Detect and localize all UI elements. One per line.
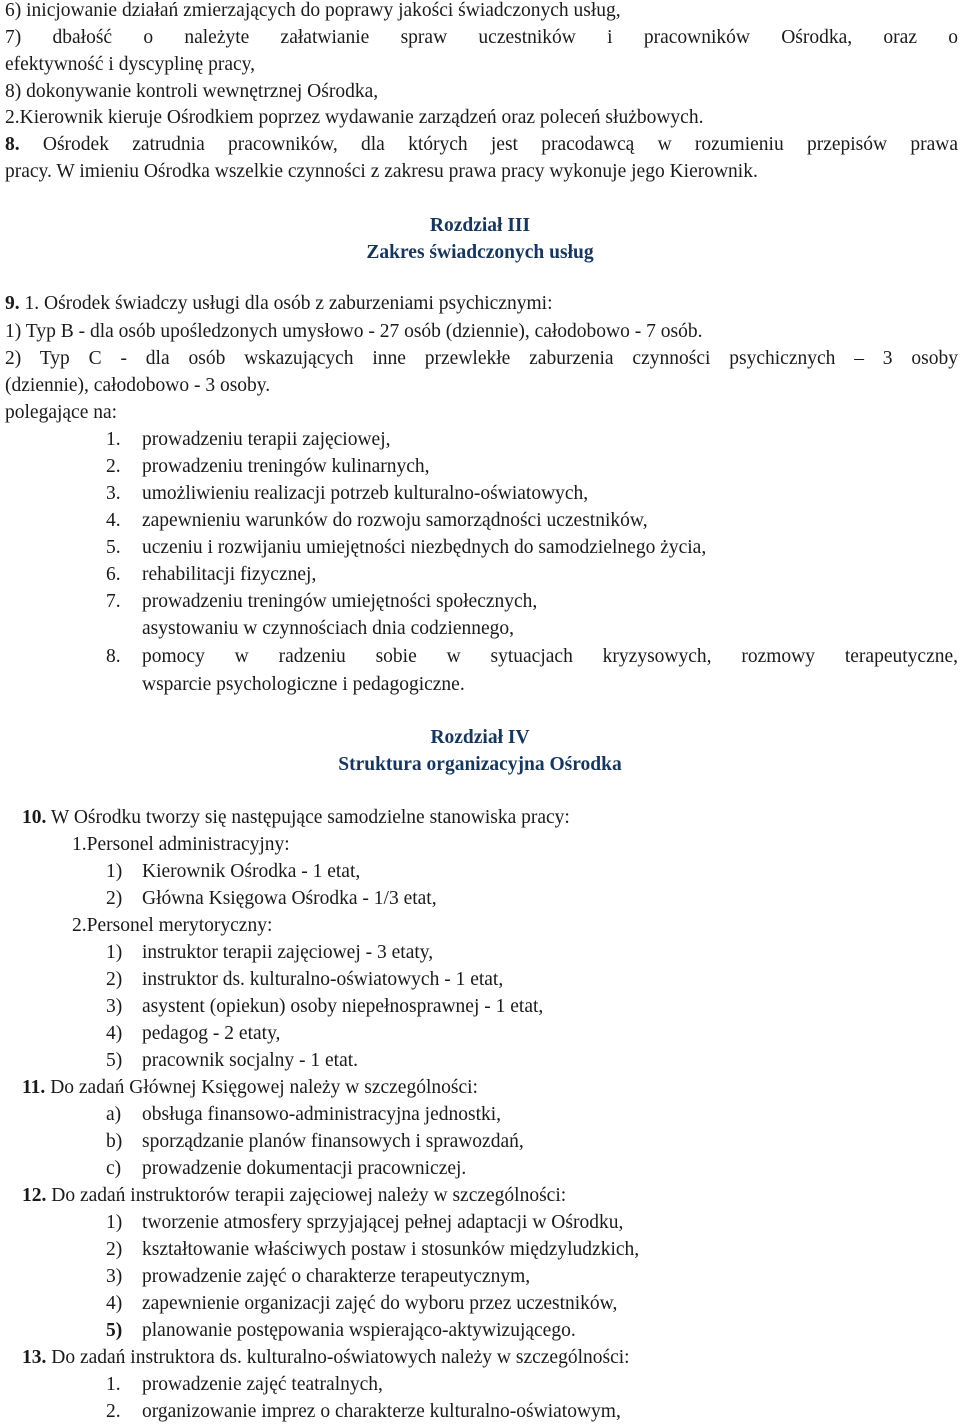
list-item: 7) dbałość o należyte załatwianie spraw uczestników i pracowników Ośrodka, oraz o: [5, 27, 958, 48]
list-item: 1) tworzenie atmosfery sprzyjającej pełnej adaptacji w Ośrodku,: [106, 1212, 624, 1233]
list-item: 6. rehabilitacji fizycznej,: [106, 564, 317, 585]
paragraph-10: [22, 804, 570, 831]
list-item: 2. organizowanie imprez o charakterze kulturalno-oświatowym,: [106, 1401, 621, 1422]
paragraph: 2.Kierownik kieruje Ośrodkiem poprzez wydawanie zarządzeń oraz poleceń służbowych.: [5, 107, 704, 128]
list-item: c) prowadzenie dokumentacji pracowniczej.: [106, 1158, 467, 1179]
list-item: 3) prowadzenie zajęć o charakterze terapeutycznym,: [106, 1266, 531, 1287]
paragraph-text: 1. Ośrodek świadczy usługi dla osób z zaburzeniami psychicznymi:: [19, 293, 553, 314]
list-item: 1. prowadzenie zajęć teatralnych,: [106, 1374, 383, 1395]
service-type-c: 2) Typ C - dla osób wskazujących inne przewlekłe zaburzenia czynności psychicznych – 3 osoby: [5, 348, 958, 369]
list-item: 8) dokonywanie kontroli wewnętrznej Ośrodka,: [5, 81, 379, 102]
chapter-subtitle: Struktura organizacyjna Ośrodka: [338, 754, 622, 775]
chapter-title: Rozdział III: [429, 215, 531, 236]
paragraph-text: W Ośrodku tworzy się następujące samodzielne stanowiska pracy:: [46, 807, 570, 828]
list-item: 5) planowanie postępowania wspierająco-aktywizującego.: [106, 1320, 576, 1341]
list-item: 4) zapewnienie organizacji zajęć do wyboru przez uczestników,: [106, 1293, 618, 1314]
list-item: 2. prowadzeniu treningów kulinarnych,: [106, 456, 430, 477]
paragraph-text: Do zadań Głównej Księgowej należy w szczególności:: [45, 1077, 478, 1098]
list-item: 4) pedagog - 2 etaty,: [106, 1023, 281, 1044]
staff-group-heading: 1.Personel administracyjny:: [72, 834, 290, 855]
list-item: 5. uczeniu i rozwijaniu umiejętności niezbędnych do samodzielnego życia,: [106, 537, 707, 558]
list-item: 8. pomocy w radzeniu sobie w sytuacjach kryzysowych, rozmowy terapeutyczne,: [106, 646, 958, 667]
list-item: 1. prowadzeniu terapii zajęciowej,: [106, 429, 391, 450]
chapter-subtitle: Zakres świadczonych usług: [366, 242, 594, 263]
chapter-title: Rozdział IV: [430, 727, 530, 748]
list-item: 3) asystent (opiekun) osoby niepełnosprawnej - 1 etat,: [106, 996, 544, 1017]
paragraph-text: Do zadań instruktora ds. kulturalno-oświatowych należy w szczególności:: [46, 1347, 630, 1368]
paragraph-text: Do zadań instruktorów terapii zajęciowej należy w szczególności:: [46, 1185, 567, 1206]
paragraph-number: 8.: [5, 134, 20, 155]
paragraph-text: pracy. W imieniu Ośrodka wszelkie czynności z zakresu prawa pracy wykonuje jego Kierownik.: [5, 161, 758, 182]
list-item: wsparcie psychologiczne i pedagogiczne.: [142, 674, 465, 695]
list-item: 1) instruktor terapii zajęciowej - 3 etaty,: [106, 942, 434, 963]
paragraph-number: 11.: [22, 1077, 46, 1098]
list-item: 4. zapewnieniu warunków do rozwoju samorządności uczestników,: [106, 510, 648, 531]
list-item: a) obsługa finansowo-administracyjna jednostki,: [106, 1104, 502, 1125]
list-item: b) sporządzanie planów finansowych i sprawozdań,: [106, 1131, 524, 1152]
list-item: 2) instruktor ds. kulturalno-oświatowych - 1 etat,: [106, 969, 504, 990]
list-item: 1) Kierownik Ośrodka - 1 etat,: [106, 861, 361, 882]
paragraph-number: 13.: [22, 1347, 47, 1368]
list-item: 6) inicjowanie działań zmierzających do poprawy jakości świadczonych usług,: [5, 0, 621, 21]
paragraph-8: [5, 131, 958, 158]
paragraph-13: [22, 1344, 630, 1371]
paragraph-number: 12.: [22, 1185, 47, 1206]
list-item: efektywność i dyscyplinę pracy,: [5, 54, 255, 75]
paragraph-11: [22, 1074, 478, 1101]
paragraph-12: [22, 1182, 566, 1209]
list-item: 2) kształtowanie właściwych postaw i stosunków międzyludzkich,: [106, 1239, 640, 1260]
list-item: 2) Główna Księgowa Ośrodka - 1/3 etat,: [106, 888, 437, 909]
list-item: asystowaniu w czynnościach dnia codziennego,: [142, 618, 515, 639]
service-type-b: 1) Typ B - dla osób upośledzonych umysłowo - 27 osób (dziennie), całodobowo - 7 osób.: [5, 321, 703, 342]
paragraph-number: 10.: [22, 807, 47, 828]
service-type-c-cont: (dziennie), całodobowo - 3 osoby.: [5, 375, 271, 396]
paragraph-number: 9.: [5, 293, 20, 314]
list-item: 7. prowadzeniu treningów umiejętności społecznych,: [106, 591, 538, 612]
staff-group-heading: 2.Personel merytoryczny:: [72, 915, 273, 936]
paragraph-9: [5, 290, 553, 317]
list-lead: polegające na:: [5, 402, 118, 423]
list-item: 5) pracownik socjalny - 1 etat.: [106, 1050, 359, 1071]
list-item: 3. umożliwieniu realizacji potrzeb kulturalno-oświatowych,: [106, 483, 589, 504]
paragraph-text: Ośrodek zatrudnia pracowników, dla których jest pracodawcą w rozumieniu przepisów prawa: [19, 134, 958, 155]
